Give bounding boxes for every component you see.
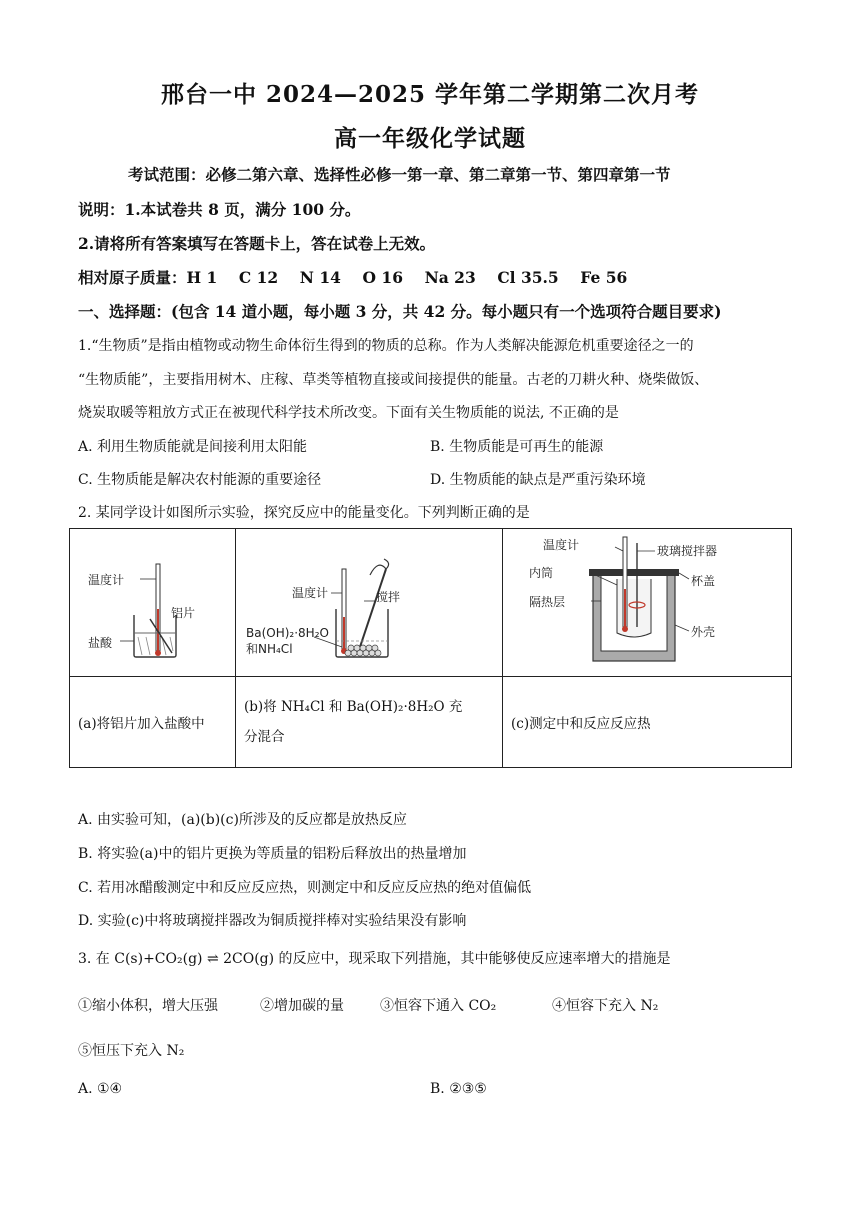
figure-b-endothermic-mix [236,529,503,676]
exam-subtitle: 高一年级化学试题 [334,125,526,152]
q2-stem: 2. 某同学设计如图所示实验，探究反应中的能量变化。下列判断正确的是 [78,505,530,521]
figure-a-cell [70,529,236,677]
q2-option-b: B. 将实验(a)中的铝片更换为等质量的铝粉后释放出的热量增加 [78,846,467,862]
label-glass-stirrer: 玻璃搅拌器 [657,544,718,558]
caption-b-cell [236,677,503,768]
q3-measure-3: ③恒容下通入 CO₂ [380,998,497,1014]
note-1: 说明：1.本试卷共 8 页，满分 100 分。 [78,200,361,219]
figure-c-cell [503,529,792,677]
q3-stem: 3. 在 C(s)+CO₂(g) ⇌ 2CO(g) 的反应中，现采取下列措施，其中能够使反应速率增大的措施是 [78,951,671,967]
q3-measure-1: ①缩小体积，增大压强 [78,998,218,1014]
q1-option-c: C. 生物质能是解决农村能源的重要途径 [78,472,322,488]
q2-option-c: C. 若用冰醋酸测定中和反应反应热，则测定中和反应反应热的绝对值偏低 [78,880,532,896]
figure-b-cell [236,529,503,677]
caption-b-line-1: (b)将 NH₄Cl 和 Ba(OH)₂·8H₂O 充 [244,699,463,715]
q3-option-b: B. ②③⑤ [430,1081,487,1097]
caption-b-line-2: 分混合 [244,729,285,745]
q1-line-3: 烧炭取暖等粗放方式正在被现代科学技术所改变。下面有关生物质能的说法, 不正确的是 [78,405,619,421]
figure-c-calorimeter [503,529,792,676]
caption-a: (a)将铝片加入盐酸中 [70,677,236,768]
q1-option-b: B. 生物质能是可再生的能源 [430,439,604,455]
label-thermometer-a: 温度计 [88,573,125,587]
label-thermometer-b: 温度计 [292,586,329,600]
q1-line-2: “生物质能”，主要指用树木、庄稼、草类等植物直接或间接提供的能量。古老的刀耕火种、烧柴做饭、 [78,372,709,388]
label-insulation: 隔热层 [529,595,566,609]
atomic-mass: 相对原子质量：H 1 C 12 N 14 O 16 Na 23 Cl 35.5 Fe 56 [78,268,628,287]
label-ammonium-chloride: 和NH₄Cl [246,642,293,656]
q3-measure-2: ②增加碳的量 [260,998,344,1014]
q1-option-a: A. 利用生物质能就是间接利用太阳能 [78,439,308,455]
label-outer-shell: 外壳 [691,625,716,639]
q2-option-a: A. 由实验可知，(a)(b)(c)所涉及的反应都是放热反应 [78,812,407,828]
q1-option-d: D. 生物质能的缺点是严重污染环境 [430,472,646,488]
exam-title: 邢台一中 2024—2025 学年第二学期第二次月考 [160,81,700,108]
label-inner-cup: 内筒 [529,566,554,580]
label-lid: 杯盖 [691,574,716,588]
note-2: 2.请将所有答案填写在答题卡上，答在试卷上无效。 [78,234,436,253]
caption-c: (c)测定中和反应反应热 [503,677,792,768]
label-aluminum-foil: 铝片 [171,606,196,620]
q2-option-d: D. 实验(c)中将玻璃搅拌器改为铜质搅拌棒对实验结果没有影响 [78,913,467,929]
q3-option-a: A. ①④ [78,1081,123,1097]
section-heading: 一、选择题：(包含 14 道小题，每小题 3 分，共 42 分。每小题只有一个选项符合题目要求) [78,302,722,321]
q1-line-1: 1.“生物质”是指由植物或动物生命体衍生得到的物质的总称。作为人类解决能源危机重要途径之一的 [78,338,694,354]
exam-scope: 考试范围：必修二第六章、选择性必修一第一章、第二章第一节、第四章第一节 [128,165,671,184]
label-stir: 搅拌 [376,590,401,604]
label-thermometer-c: 温度计 [543,538,580,552]
q3-measure-4: ④恒容下充入 N₂ [552,998,659,1014]
label-hydrochloric-acid: 盐酸 [88,636,113,650]
q3-measure-5: ⑤恒压下充入 N₂ [78,1043,185,1059]
label-barium-hydroxide: Ba(OH)₂·8H₂O [246,626,329,640]
figure-a-aluminum-in-acid [70,529,236,676]
experiment-table [69,528,792,768]
